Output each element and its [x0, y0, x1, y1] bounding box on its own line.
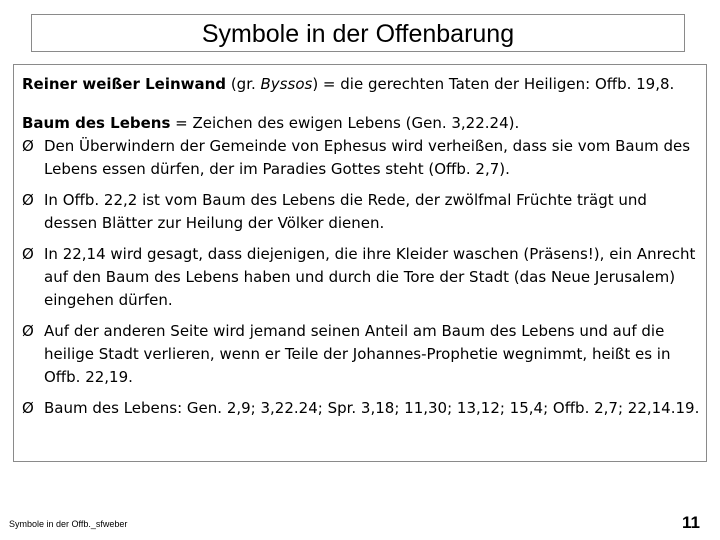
arrow-bullet-icon: Ø: [22, 137, 34, 155]
list-item-text: Auf der anderen Seite wird jemand seinen Anteil am Baum des Lebens und auf die heilige Stadt verlieren, wenn er Teile der Johannes-Prophetie wegnimmt, heißt es in Offb. 22,19.: [44, 322, 671, 386]
page-number: 11: [682, 513, 700, 532]
list-item-text: Den Überwindern der Gemeinde von Ephesus wird verheißen, dass sie vom Baum des Lebens essen dürfen, der im Paradies Gottes steht (Offb. 2,7).: [44, 137, 691, 178]
arrow-bullet-icon: Ø: [22, 245, 34, 263]
list-item: [22, 243, 700, 312]
intro-definition: ) = die gerechten Taten der Heiligen: Offb. 19,8.: [312, 75, 675, 93]
list-item-text: In 22,14 wird gesagt, dass diejenigen, die ihre Kleider waschen (Präsens!), ein Anrecht auf den Baum des Lebens haben und durch die Tore der Stadt (das Neue Jerusalem) eingehen dürfen.: [44, 245, 696, 309]
bullet-list: [22, 135, 700, 420]
footer-source: Symbole in der Offb._sfweber: [9, 519, 128, 529]
baum-definition: = Zeichen des ewigen Lebens (Gen. 3,22.24).: [170, 114, 520, 132]
list-item: [22, 320, 700, 389]
arrow-bullet-icon: Ø: [22, 399, 34, 417]
list-item-text: In Offb. 22,2 ist vom Baum des Lebens die Rede, der zwölfmal Früchte trägt und dessen Blätter zur Heilung der Völker dienen.: [44, 191, 647, 232]
intro-paren-open: (gr.: [226, 75, 261, 93]
term-baum: Baum des Lebens: [22, 114, 171, 132]
list-item-text: Baum des Lebens: Gen. 2,9; 3,22.24; Spr. 3,18; 11,30; 13,12; 15,4; Offb. 2,7; 22,14.19.: [44, 399, 700, 417]
list-item: [22, 397, 700, 420]
arrow-bullet-icon: Ø: [22, 322, 34, 340]
baum-paragraph: [22, 112, 700, 135]
content-box: [13, 64, 707, 462]
arrow-bullet-icon: Ø: [22, 191, 34, 209]
term-leinwand: Reiner weißer Leinwand: [22, 75, 227, 93]
paragraph-spacer: [22, 96, 700, 112]
list-item: [22, 189, 700, 235]
intro-paragraph: [22, 73, 700, 96]
slide-title: Symbole in der Offenbarung: [31, 14, 685, 52]
greek-term: Byssos: [260, 75, 313, 93]
list-item: [22, 135, 700, 181]
